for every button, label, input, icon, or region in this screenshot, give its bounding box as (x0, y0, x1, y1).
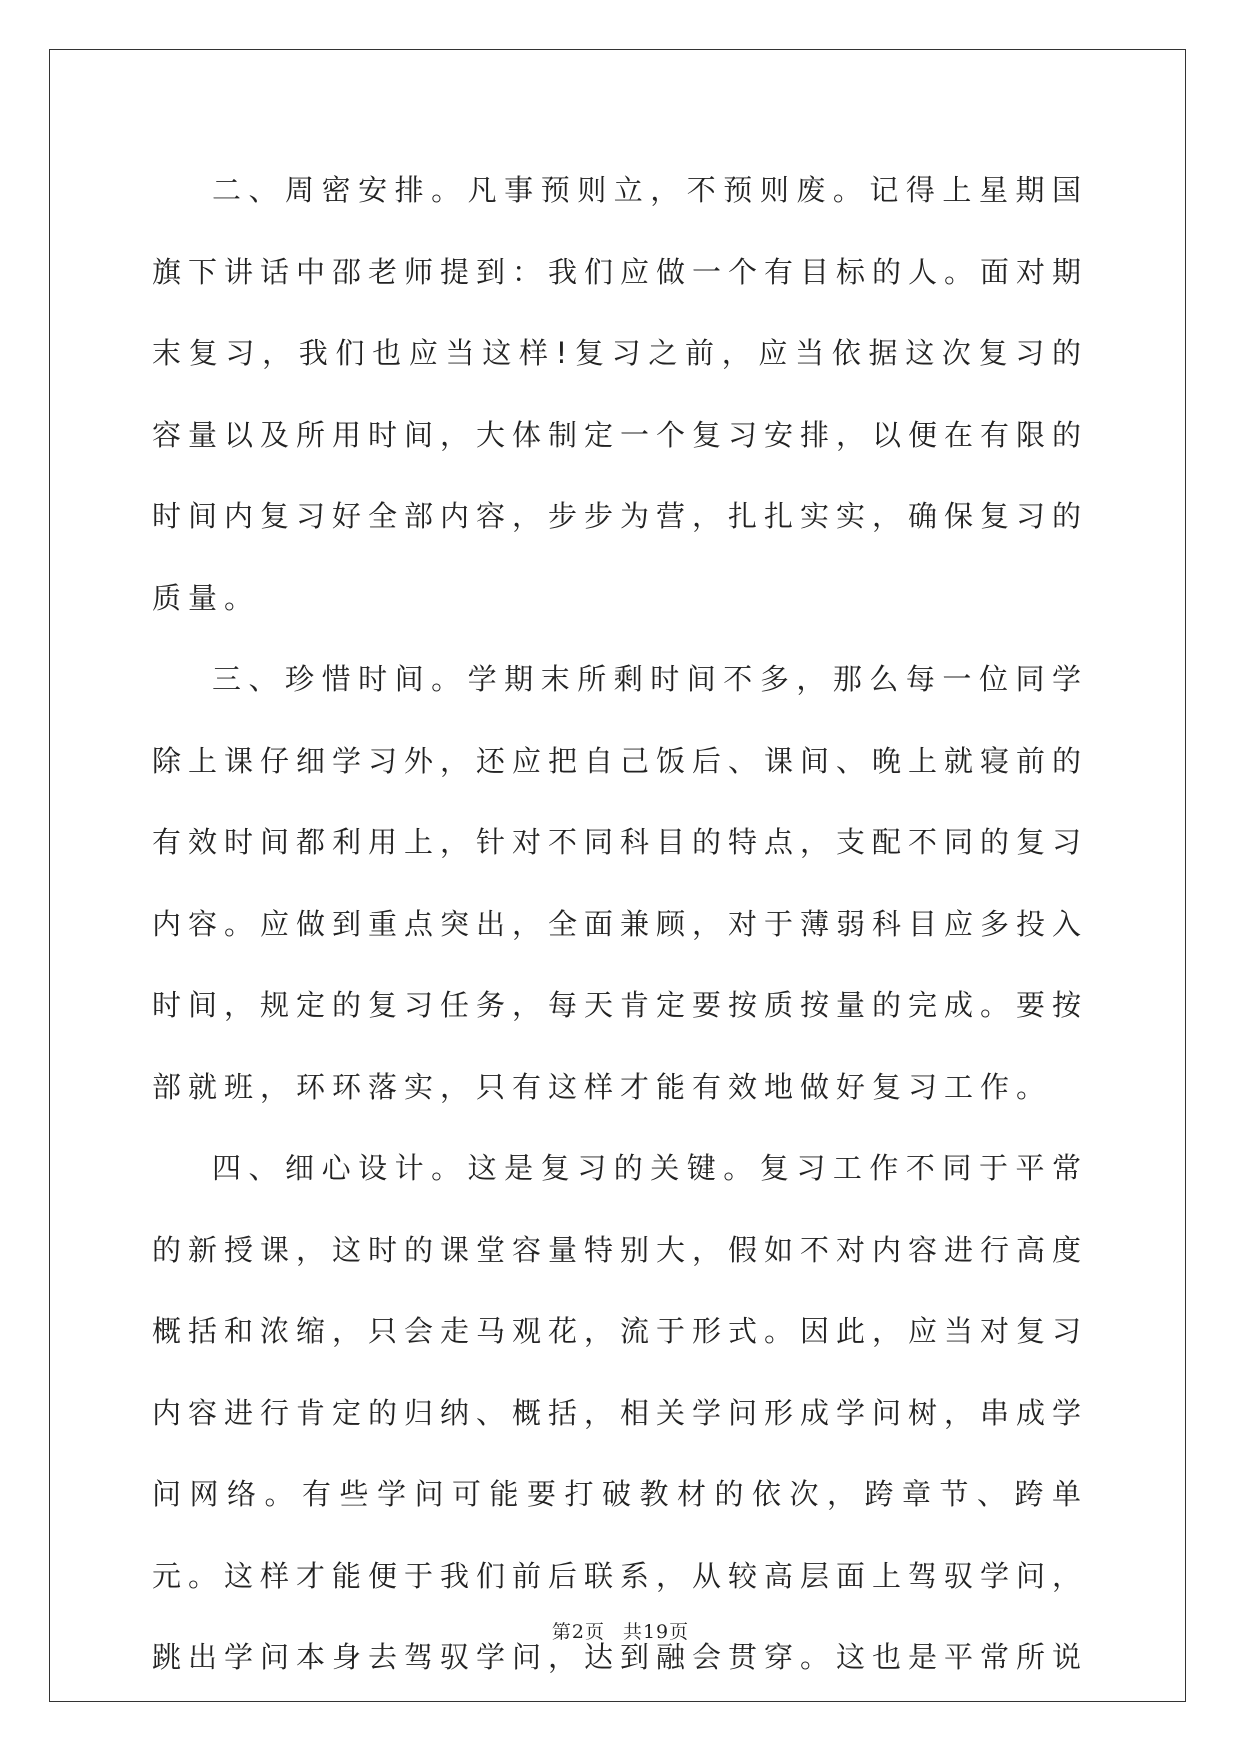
page-number: 第2页 (551, 1621, 605, 1643)
page-footer (0, 1617, 1241, 1644)
paragraph-careful-design: 四、细心设计。这是复习的关键。复习工作不同于平常的新授课，这时的课堂容量特别大，假如不对内容进行高度概括和浓缩，只会走马观花，流于形式。因此，应当对复习内容进行肯定的归纳、概括，相关学问形成学问树，串成学问网络。有些学问可能要打破教材的依次，跨章节、跨单元。这样才能便于我们前后联系，从较高层面上驾驭学问，跳出学问本身去驾驭学问，达到融会贯穿。这也是平常所说 (152, 1151, 1089, 1674)
page-total: 共19页 (622, 1621, 690, 1643)
paragraph-cherish-time: 三、珍惜时间。学期末所剩时间不多，那么每一位同学除上课仔细学习外，还应把自己饭后、课间、晚上就寝前的有效时间都利用上，针对不同科目的特点，支配不同的复习内容。应做到重点突出，全面兼顾，对于薄弱科目应多投入时间，规定的复习任务，每天肯定要按质按量的完成。要按部就班，环环落实，只有这样才能有效地做好复习工作。 (152, 662, 1089, 1104)
document-body (152, 150, 1088, 1699)
paragraph-arrangement: 二、周密安排。凡事预则立，不预则废。记得上星期国旗下讲话中邵老师提到：我们应做一个有目标的人。面对期末复习，我们也应当这样!复习之前，应当依据这次复习的容量以及所用时间，大体制定一个复习安排，以便在有限的时间内复习好全部内容，步步为营，扎扎实实，确保复习的质量。 (152, 173, 1089, 615)
